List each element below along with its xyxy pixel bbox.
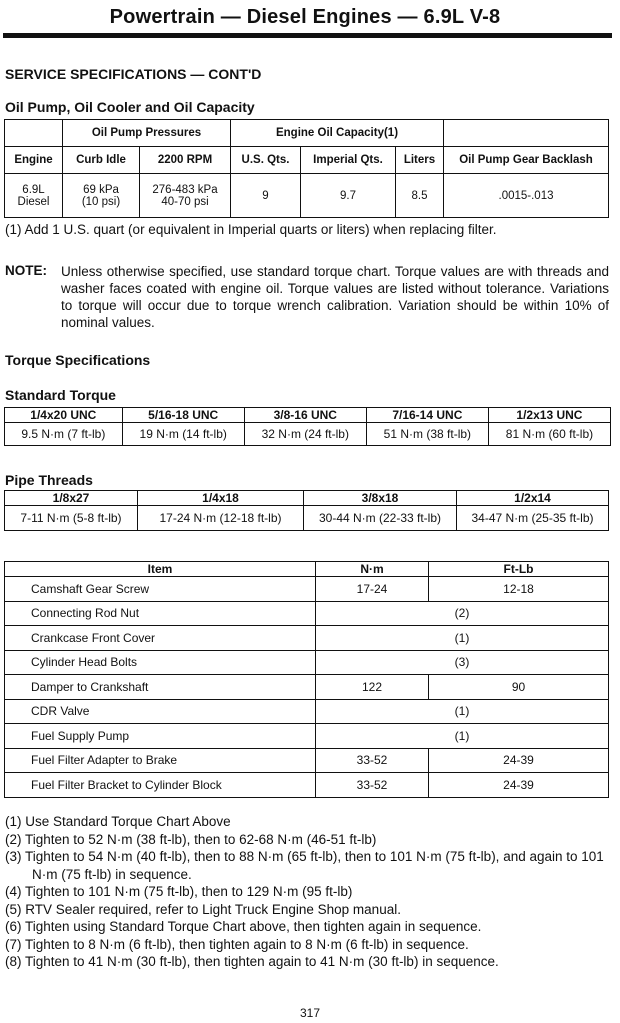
footnote-item: (1) Use Standard Torque Chart Above	[5, 814, 231, 829]
footnote-ref-cell: (1)	[316, 626, 609, 651]
liters-cell: 8.5	[396, 174, 444, 218]
item-name-cell: Connecting Rod Nut	[5, 601, 316, 626]
table-row	[5, 577, 609, 602]
item-rows	[5, 577, 609, 798]
pipe-size-cell: 1/8x27	[5, 491, 138, 506]
footnote-ref-cell: (2)	[316, 601, 609, 626]
item-col-header: Item	[5, 562, 316, 577]
us-qts-col-header: U.S. Qts.	[231, 147, 301, 174]
oil-capacity-footnote: (1) Add 1 U.S. quart (or equivalent in Imperial quarts or liters) when replacing filter.	[5, 222, 497, 237]
item-name-cell: CDR Valve	[5, 699, 316, 724]
imperial-qts-cell: 9.7	[301, 174, 396, 218]
ftlb-value-cell: 12-18	[429, 577, 609, 602]
std-value-cell: 51 N·m (38 ft-lb)	[366, 423, 488, 446]
liters-col-header: Liters	[396, 147, 444, 174]
pipe-value-cell: 34-47 N·m (25-35 ft-lb)	[457, 506, 609, 531]
std-value-cell: 81 N·m (60 ft-lb)	[488, 423, 610, 446]
engine-col-header: Engine	[5, 147, 63, 174]
footnote-ref-cell: (1)	[316, 699, 609, 724]
item-name-cell: Fuel Filter Bracket to Cylinder Block	[5, 773, 316, 798]
gear-backlash-cell: .0015-.013	[444, 174, 609, 218]
std-size-cell: 1/2x13 UNC	[488, 408, 610, 423]
oil-section-heading: Oil Pump, Oil Cooler and Oil Capacity	[5, 99, 255, 115]
item-name-cell: Fuel Supply Pump	[5, 724, 316, 749]
ftlb-value-cell: 24-39	[429, 748, 609, 773]
gear-backlash-col-header: Oil Pump Gear Backlash	[444, 147, 609, 174]
curb-idle-col-header: Curb Idle	[63, 147, 140, 174]
pipe-value-cell: 7-11 N·m (5-8 ft-lb)	[5, 506, 138, 531]
table-row	[5, 626, 609, 651]
footnote-ref-cell: (1)	[316, 724, 609, 749]
header-rule	[3, 33, 612, 38]
footnote-ref-cell: (3)	[316, 650, 609, 675]
std-size-cell: 5/16-18 UNC	[122, 408, 244, 423]
service-specifications-heading: SERVICE SPECIFICATIONS — CONT'D	[5, 66, 262, 82]
std-size-cell: 7/16-14 UNC	[366, 408, 488, 423]
table-row	[5, 724, 609, 749]
std-value-cell: 19 N·m (14 ft-lb)	[122, 423, 244, 446]
engine-oil-capacity-header: Engine Oil Capacity(1)	[231, 120, 444, 147]
table-row	[5, 675, 609, 700]
item-name-cell: Fuel Filter Adapter to Brake	[5, 748, 316, 773]
nm-value-cell: 33-52	[316, 748, 429, 773]
pipe-value-cell: 30-44 N·m (22-33 ft-lb)	[304, 506, 457, 531]
torque-footnotes	[5, 813, 605, 971]
table-row	[5, 773, 609, 798]
curb-idle-cell: 69 kPa (10 psi)	[63, 174, 140, 218]
std-value-cell: 9.5 N·m (7 ft-lb)	[5, 423, 123, 446]
footnote-item: (5) RTV Sealer required, refer to Light Truck Engine Shop manual.	[5, 901, 401, 917]
item-name-cell: Camshaft Gear Screw	[5, 577, 316, 602]
footnote-item: (2) Tighten to 52 N·m (38 ft-lb), then to 62-68 N·m (46-51 ft-lb)	[5, 831, 377, 847]
table-row	[5, 699, 609, 724]
pipe-size-cell: 3/8x18	[304, 491, 457, 506]
pipe-threads-table	[4, 490, 609, 531]
oil-pump-pressures-header: Oil Pump Pressures	[63, 120, 231, 147]
imperial-qts-col-header: Imperial Qts.	[301, 147, 396, 174]
page-number: 317	[299, 1006, 321, 1020]
footnote-item: (7) Tighten to 8 N·m (6 ft-lb), then tighten again to 8 N·m (6 ft-lb) in sequence.	[5, 936, 469, 952]
nm-col-header: N·m	[316, 562, 429, 577]
pipe-size-cell: 1/4x18	[138, 491, 304, 506]
table-row	[5, 601, 609, 626]
nm-value-cell: 33-52	[316, 773, 429, 798]
table-row	[5, 650, 609, 675]
engine-cell: 6.9L Diesel	[5, 174, 63, 218]
rpm-2200-cell: 276-483 kPa 40-70 psi	[140, 174, 231, 218]
oil-capacity-table	[4, 119, 609, 218]
std-size-cell: 3/8-16 UNC	[244, 408, 366, 423]
ftlb-col-header: Ft-Lb	[429, 562, 609, 577]
table-row	[5, 748, 609, 773]
torque-specifications-heading: Torque Specifications	[5, 352, 151, 368]
oil-table-blank-cell	[5, 120, 63, 147]
note-text: Unless otherwise specified, use standard torque chart. Torque values are with threads and washer faces coated with engine oil. Torque values are listed without tolerance. Variations to torque will occur due to torque wrench calibration. Variation should be within 10% of nominal values.	[61, 264, 609, 330]
footnote-item: (6) Tighten using Standard Torque Chart above, then tighten again in sequence.	[5, 919, 482, 934]
standard-torque-heading: Standard Torque	[5, 387, 116, 403]
item-name-cell: Damper to Crankshaft	[5, 675, 316, 700]
ftlb-value-cell: 24-39	[429, 773, 609, 798]
item-name-cell: Crankcase Front Cover	[5, 626, 316, 651]
ftlb-value-cell: 90	[429, 675, 609, 700]
std-size-cell: 1/4x20 UNC	[5, 408, 123, 423]
nm-value-cell: 122	[316, 675, 429, 700]
standard-torque-table	[4, 407, 611, 446]
nm-value-cell: 17-24	[316, 577, 429, 602]
footnote-item: (3) Tighten to 54 N·m (40 ft-lb), then to 88 N·m (65 ft-lb), then to 101 N·m (75 ft-lb), and again to 101 N·m (75 ft-lb) in sequence.	[5, 849, 604, 882]
item-name-cell: Cylinder Head Bolts	[5, 650, 316, 675]
oil-table-blank-cell	[444, 120, 609, 147]
pipe-threads-heading: Pipe Threads	[5, 472, 93, 488]
pipe-value-cell: 17-24 N·m (12-18 ft-lb)	[138, 506, 304, 531]
pipe-size-cell: 1/2x14	[457, 491, 609, 506]
us-qts-cell: 9	[231, 174, 301, 218]
page-header-title: Powertrain — Diesel Engines — 6.9L V-8	[109, 6, 501, 28]
item-torque-table	[4, 561, 609, 798]
footnote-item: (4) Tighten to 101 N·m (75 ft-lb), then to 129 N·m (95 ft-lb)	[5, 884, 353, 899]
std-value-cell: 32 N·m (24 ft-lb)	[244, 423, 366, 446]
note-label: NOTE:	[5, 263, 47, 278]
footnote-item: (8) Tighten to 41 N·m (30 ft-lb), then tighten again to 41 N·m (30 ft-lb) in sequence.	[5, 954, 499, 969]
rpm-2200-col-header: 2200 RPM	[140, 147, 231, 174]
